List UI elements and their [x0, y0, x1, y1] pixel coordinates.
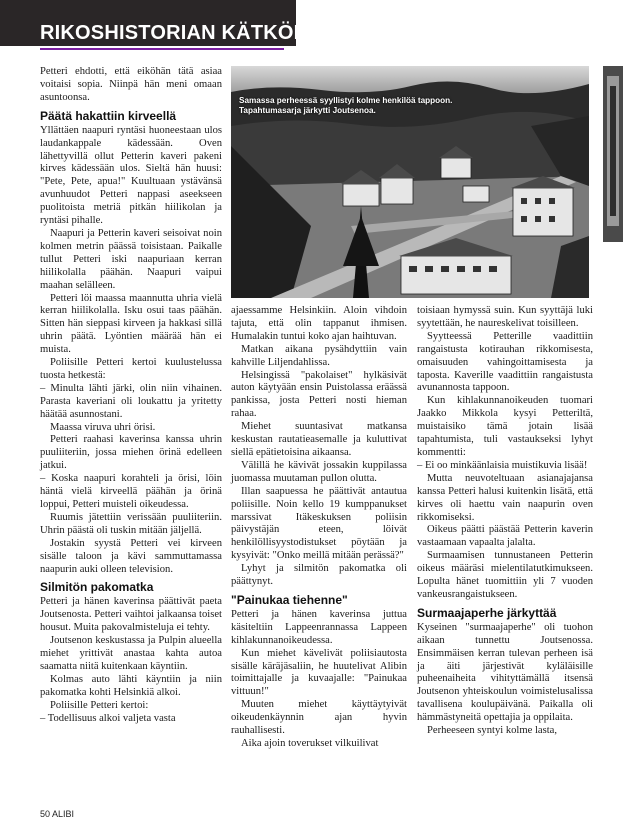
paragraph: Petteri löi maassa maannutta uhria vielä kerran hiilikolalla. Isku osui taas päähän. Sitten hän sieppasi kirveen ja hakkasi sillä uhrin päätä. Lyöntien määrää hän ei muista. — [40, 292, 222, 356]
paragraph: Aika ajoin toverukset vilkuilivat — [241, 738, 379, 749]
paragraph: Surmaamisen tunnustaneen Petterin oikeus määräsi mielentilatutkimukseen. Lopulta hänet tuomittiin yli 7 vuoden vankeusrangaistukseen. — [417, 550, 593, 600]
photo-caption: Samassa perheessä syyllistyi kolme henkilöä tappoon. Tapahtumasarja järkytti Joutsenoa. — [239, 96, 453, 115]
subheading-get-lost: "Painukaa tiehenne" — [231, 592, 348, 607]
paragraph: Mutta neuvoteltuaan asianajajansa kanssa Petteri halusi kuitenkin lisätä, että kirves oli haettu vain naapurin oven rikkomiseksi. — [417, 472, 593, 523]
paragraph: Joutsenon keskustassa ja Pulpin alueella miehet yrittivät anastaa kahta autoa saamatta niitä kuitenkaan käyntiin. — [40, 635, 222, 672]
paragraph: Lyhyt ja silmitön pakomatka oli päättynyt. — [231, 563, 407, 588]
paragraph: Maassa viruva uhri örisi. — [50, 421, 156, 433]
article-column-3 — [417, 305, 593, 738]
paragraph: Oikeus päätti päästää Petterin kaverin vastaamaan vapaalta jalalta. — [417, 524, 593, 549]
paragraph: Petteri raahasi kaverinsa kanssa uhrin puuliiteriin, jossa miehen örinä edelleen jatkui. — [40, 434, 222, 472]
paragraph: Kolmas auto lähti käyntiin ja niin pakomatka kohti Helsinkiä alkoi. — [40, 673, 222, 698]
quote-paragraph: – Ei oo minkäänlaisia muistikuvia lisää! — [417, 459, 588, 471]
paragraph: Muuten miehet käyttäytyivät oikeudenkäynnin ajan hyvin rauhallisesti. — [231, 699, 407, 737]
section-masthead — [0, 0, 340, 46]
article-column-2 — [231, 305, 407, 751]
paragraph: Poliisille Petteri kertoi: — [50, 699, 149, 711]
header-rule — [40, 48, 284, 50]
quote-paragraph: – Minulta lähti järki, olin niin vihainen. Parasta kaveriani oli loukattu ja yritetty häätää asunnostani. — [40, 382, 222, 420]
page-footer — [40, 809, 74, 819]
paragraph: Perheeseen syntyi kolme lasta, — [427, 725, 558, 737]
paragraph: Välillä he kävivät jossakin kuppilassa juomassa muutaman pullon olutta. — [231, 459, 407, 484]
paragraph: Petteri ehdotti, että eiköhän tätä asiaa voitaisi sopia. Niinpä hän meni omaan asuntoonsa. — [40, 66, 222, 103]
article-column-1 — [40, 66, 222, 726]
paragraph: Helsingissä "pakolaiset" hylkäsivät auton käytyään ensin Puistolassa eräässä pankissa, josta Petteri nosti hieman rahaa. — [231, 369, 407, 420]
paragraph: toisiaan hymyssä suin. Kun syyttäjä luki syytettään, he naureskelivat toisilleen. — [417, 305, 593, 329]
magazine-name: ALIBI — [52, 809, 75, 819]
paragraph: Illan saapuessa he päättivät antautua poliisille. Noin kello 19 kumppanukset marssivat Itäkeskuksen poliisin päivystäjän eteen, löivät henkilöllisyystodistukset pöytään ja kysyivät: "Onko meillä mitään perässä?" — [231, 485, 407, 562]
subheading-escape: Silmitön pakomatka — [40, 580, 154, 595]
paragraph: Yllättäen naapuri ryntäsi huoneestaan ulos laudankappale kädessään. Oven lähettyvillä ollut Petterin kaveri pakeni kirves kädessään ulos. Sieltä hän huusi: "Pete, Pete, apua!" Kuultuaan ystävänsä avunhuudot Petteri nappasi aseekseen puolitoista metriä pitkän hiilikolan ja ryntäsi pihalle. — [40, 124, 222, 227]
paragraph: Poliisille Petteri kertoi kuulustelussa tuosta hetkestä: — [40, 357, 222, 381]
paragraph: Petteri ja hänen kaverinsa päättivät paeta Joutsenosta. Petteri vaihtoi jalkaansa toiset housut. Muita pakovalmisteluja ei tehty. — [40, 596, 222, 634]
paragraph: Miehet suuntasivat matkansa keskustan rautatieasemalle ja kuluttivat siellä epätietoisina aikaansa. — [231, 421, 407, 458]
paragraph: Matkan aikana pysähdyttiin vain kahville Liljendahlissa. — [231, 343, 407, 368]
page-number: 50 — [40, 809, 51, 819]
subheading-chopping: Päätä hakattiin kirveellä — [40, 108, 177, 123]
paragraph: Jostakin syystä Petteri vei kirveen sisälle taloon ja kävi sammuttamassa naapurin auki olleen television. — [40, 537, 222, 575]
paragraph: Kun kihlakunnanoikeuden tuomari Jaakko Mikkola kysyi Petteriltä, muistaisiko tämä jotain lisää tapahtumista, tuli vastaukseksi lyhyt kommentti: — [417, 395, 593, 458]
paragraph: Naapuri ja Petterin kaveri seisoivat noin kolmen metrin päässä toisistaan. Paikalle tullut Petteri iski naapuriaan kerran hiilikolalla päähän. Naapuri vaipui maahan selälleen. — [40, 227, 222, 291]
quote-paragraph: – Koska naapuri korahteli ja örisi, löin häntä vielä kirveellä päähän ja örinä loppui, Petteri muisteli oikeudessa. — [40, 473, 222, 510]
aerial-town-photo — [231, 66, 589, 298]
paragraph: Syytteessä Petterille vaadittiin rangaistusta kotirauhan rikkomisesta, omaisuuden vahingoittamisesta ja taposta. Kaverille vaadittiin rangaistusta avunannosta tappoon. — [417, 330, 593, 394]
paragraph: Petteri ja hänen kaverinsa juttua käsiteltiin Lappeenrannassa Lappeen kihlakunnanoikeudessa. — [231, 608, 407, 646]
paragraph: ajaessamme Helsinkiin. Aloin vihdoin tajuta, että olin tappanut ihmisen. Humalakin tuntui koko ajan haihtuvan. — [231, 305, 407, 342]
quote-paragraph: – Todellisuus alkoi valjeta vasta — [40, 712, 176, 724]
paragraph: Ruumis jätettiin verissään puuliiteriin. Uhrin päästä oli tuskin mitään jäljellä. — [40, 511, 222, 536]
subheading-killer-family: Surmaajaperhe järkyttää — [417, 605, 557, 620]
paragraph: Kun miehet kävelivät poliisiautosta sisälle käräjäsaliin, he huutelivat Alibin toimittajalle ja kuvaajalle: "Painukaa vittuun!" — [231, 647, 407, 698]
adjacent-photo-illustration — [603, 66, 623, 242]
section-title: RIKOSHISTORIAN KÄTKÖISTÄ — [40, 22, 340, 44]
paragraph: Kyseinen "surmaajaperhe" oli tuohon aikaan tunnettu Joutsenossa. Ensimmäisen kerran tulevan perheen isä ja äiti järjestivät kyläläisille puheenaiheita vihityttämällä itsensä Joutsenon yhteiskoulun voimistelusalissa tavallisena koulupäivänä. Paikalla oli hämmästyneitä opettajia ja oppilaita. — [417, 621, 593, 724]
adjacent-page-photo — [603, 66, 623, 242]
